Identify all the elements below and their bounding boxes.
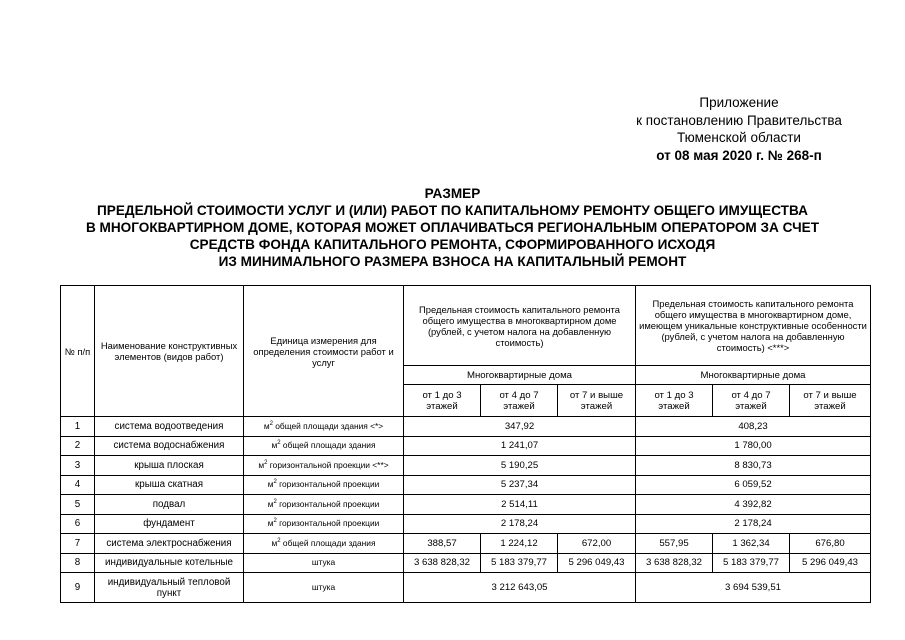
row-number: 8 [61,553,95,573]
value-standard: 2 514,11 [404,495,636,515]
row-unit [244,475,404,495]
table-row [61,514,871,534]
row-unit [244,534,404,554]
unit-rest: горизонтальной проекции [276,479,380,490]
value-standard-7-plus: 5 296 049,43 [558,553,636,573]
row-name: система электроснабжения [95,534,244,554]
table-row [61,553,871,573]
header-num: № п/п [61,286,95,417]
row-number: 7 [61,534,95,554]
unit-sup: 2 [277,537,281,544]
unit-sup: 2 [273,479,277,486]
unit-prefix: м [267,518,274,529]
row-name: система водоотведения [95,417,244,437]
table-row [61,573,871,603]
row-number: 9 [61,573,95,603]
row-unit: штука [244,553,404,573]
table-row [61,475,871,495]
header-subgroup-unique: Многоквартирные дома [636,366,871,385]
appendix-date: от 08 мая 2020 г. № 268-п [656,147,822,163]
unit-rest: общей площади здания [280,440,376,451]
value-standard: 1 241,07 [404,436,636,456]
value-unique-7-plus: 676,80 [790,534,871,554]
header-floors-7-plus: от 7 и выше этажей [790,385,871,417]
appendix-block [619,94,859,164]
unit-prefix: м [267,498,274,509]
value-unique-4-7: 1 362,34 [713,534,790,554]
title-line-2: ПРЕДЕЛЬНОЙ СТОИМОСТИ УСЛУГ И (ИЛИ) РАБОТ ПО КАПИТАЛЬНОМУ РЕМОНТУ ОБЩЕГО ИМУЩЕСТВА [97,203,808,218]
unit-rest: горизонтальной проекции [276,498,380,509]
header-floors-1-3: от 1 до 3 этажей [404,385,481,417]
row-unit [244,456,404,476]
title-line-5: ИЗ МИНИМАЛЬНОГО РАЗМЕРА ВЗНОСА НА КАПИТАЛЬНЫЙ РЕМОНТ [218,254,687,269]
value-unique: 1 780,00 [636,436,871,456]
appendix-decree: к постановлению Правительства [636,112,842,128]
title-line-3: В МНОГОКВАРТИРНОМ ДОМЕ, КОТОРАЯ МОЖЕТ ОПЛАЧИВАТЬСЯ РЕГИОНАЛЬНЫМ ОПЕРАТОРОМ ЗА СЧЕТ [85,220,820,235]
value-standard: 5 190,25 [404,456,636,476]
row-unit [244,495,404,515]
row-number: 2 [61,436,95,456]
table-row [61,417,871,437]
value-standard-1-3: 388,57 [404,534,481,554]
row-name: индивидуальные котельные [95,553,244,573]
unit-prefix: м [267,479,274,490]
value-unique-7-plus: 5 296 049,43 [790,553,871,573]
row-name: крыша скатная [95,475,244,495]
table-row [61,436,871,456]
row-name: подвал [95,495,244,515]
cost-table [60,285,871,603]
header-subgroup-standard: Многоквартирные дома [404,366,636,385]
row-unit [244,436,404,456]
header-name: Наименование конструктивных элементов (видов работ) [95,286,244,417]
unit-sup: 2 [277,440,281,447]
row-number: 5 [61,495,95,515]
value-unique: 6 059,52 [636,475,871,495]
row-name: крыша плоская [95,456,244,476]
value-standard: 5 237,34 [404,475,636,495]
row-number: 6 [61,514,95,534]
row-unit [244,514,404,534]
value-standard: 347,92 [404,417,636,437]
document-title [40,185,865,270]
header-group-unique: Предельная стоимость капитального ремонта общего имущества в многоквартирном доме, имеющем уникальные конструктивные особенности (рублей, с учетом налога на добавленную стоимость) <***> [636,286,871,366]
unit-rest: общей площади здания [280,537,376,548]
appendix-label: Приложение [699,95,779,110]
value-unique-4-7: 5 183 379,77 [713,553,790,573]
unit-rest: общей площади здания <*> [272,420,384,431]
unit-prefix: м [271,440,278,451]
value-unique-1-3: 557,95 [636,534,713,554]
header-floors-4-7: от 4 до 7 этажей [713,385,790,417]
value-unique: 4 392,82 [636,495,871,515]
value-standard-4-7: 5 183 379,77 [481,553,558,573]
row-name: фундамент [95,514,244,534]
row-unit [244,417,404,437]
row-name: система водоснабжения [95,436,244,456]
unit-sup: 2 [269,420,273,427]
row-name: индивидуальный тепловой пункт [95,573,244,603]
table-row [61,456,871,476]
value-unique: 8 830,73 [636,456,871,476]
header-floors-7-plus: от 7 и выше этажей [558,385,636,417]
table-row [61,495,871,515]
value-standard: 3 212 643,05 [404,573,636,603]
title-line-1: РАЗМЕР [424,186,481,201]
row-number: 1 [61,417,95,437]
value-standard-1-3: 3 638 828,32 [404,553,481,573]
header-unit: Единица измерения для определения стоимости работ и услуг [244,286,404,417]
header-group-standard: Предельная стоимость капитального ремонта общего имущества в многоквартирном доме (рублей, с учетом налога на добавленную стоимость) [404,286,636,366]
value-standard: 2 178,24 [404,514,636,534]
value-standard-4-7: 1 224,12 [481,534,558,554]
value-standard-7-plus: 672,00 [558,534,636,554]
unit-sup: 2 [273,498,277,505]
unit-prefix: м [263,420,270,431]
header-floors-4-7: от 4 до 7 этажей [481,385,558,417]
header-floors-1-3: от 1 до 3 этажей [636,385,713,417]
row-number: 3 [61,456,95,476]
value-unique-1-3: 3 638 828,32 [636,553,713,573]
row-number: 4 [61,475,95,495]
unit-sup: 2 [273,518,277,525]
unit-rest: горизонтальной проекции <**> [267,459,389,470]
unit-sup: 2 [264,459,268,466]
appendix-region: Тюменской области [677,130,801,145]
value-unique: 408,23 [636,417,871,437]
value-unique: 2 178,24 [636,514,871,534]
value-unique: 3 694 539,51 [636,573,871,603]
unit-prefix: м [271,537,278,548]
unit-rest: горизонтальной проекции [276,518,380,529]
row-unit: штука [244,573,404,603]
title-line-4: СРЕДСТВ ФОНДА КАПИТАЛЬНОГО РЕМОНТА, СФОРМИРОВАННОГО ИСХОДЯ [189,237,716,252]
unit-prefix: м [258,459,265,470]
table-row [61,534,871,554]
